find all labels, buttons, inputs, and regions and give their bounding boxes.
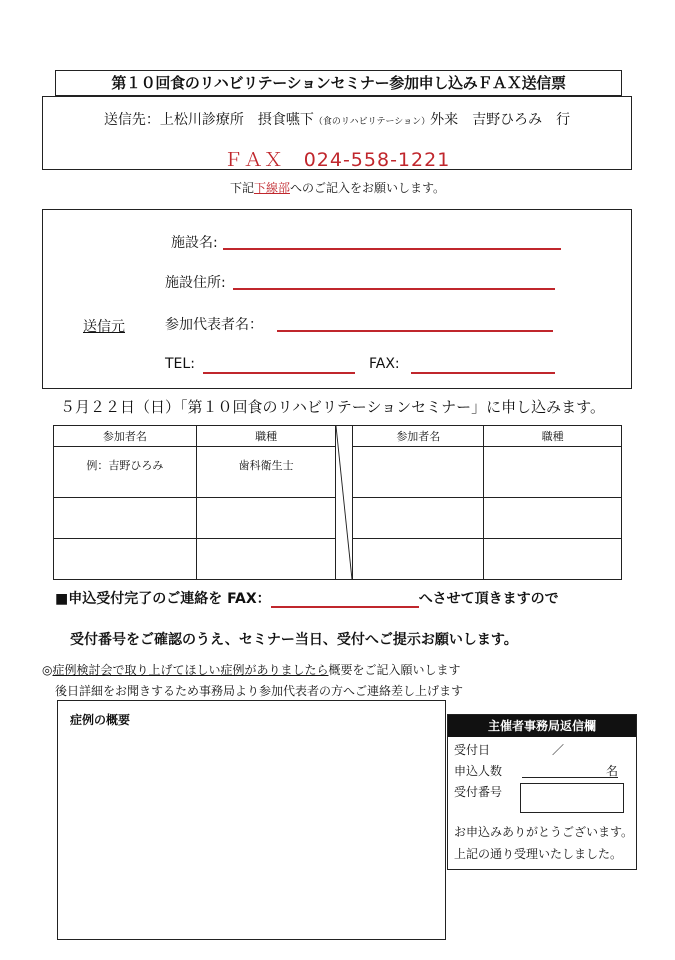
job-input[interactable]: [484, 539, 622, 580]
facility-name-label: 施設名:: [171, 235, 218, 251]
job-input[interactable]: [484, 498, 622, 539]
representative-label: 参加代表者名：: [165, 317, 263, 333]
participant-name-input[interactable]: [353, 447, 484, 498]
reception-number-label: 受付番号: [454, 785, 503, 799]
destination-fax-number: ＦＡＸ 024-558-1221: [223, 149, 451, 171]
destination-line: 送信先：上松川診療所 摂食嚥下（食のリハビリテーション）外来 吉野ひろみ 行: [103, 112, 571, 128]
tel-field[interactable]: [203, 372, 355, 374]
case-summary-box[interactable]: [57, 700, 446, 940]
instruction-note: 下記下線部へのご記入をお願いします。: [229, 181, 446, 195]
participant-name-input[interactable]: [353, 498, 484, 539]
facility-address-label: 施設住所:: [165, 275, 226, 291]
header-participant-name-2: 参加者名: [353, 426, 484, 447]
header-job-2: 職種: [484, 426, 622, 447]
applicant-count-unit: 名: [606, 764, 619, 778]
organizer-reply-box: [447, 714, 637, 870]
facility-address-field[interactable]: [233, 288, 555, 290]
applicant-count-label: 申込人数: [454, 764, 503, 778]
tel-label: TEL:: [165, 356, 195, 372]
case-summary-title: 症例の概要: [70, 713, 131, 727]
destination-box: [42, 96, 632, 170]
sender-tag: 送信元: [83, 319, 125, 335]
header-participant-name: 参加者名: [54, 426, 197, 447]
example-name-cell: 例：吉野ひろみ: [54, 447, 197, 498]
event-application-line: ５月２２日（日）「第１０回食のリハビリテーションセミナー」に申し込みます。: [60, 398, 605, 416]
fax-notice-line-2: 受付番号をご確認のうえ、セミナー当日、受付へご提示お願いします。: [70, 632, 518, 648]
fax-notice-line-1: ■申込受付完了のご連絡を FAX： へさせて頂きますので: [55, 591, 559, 607]
reply-fax-field[interactable]: [271, 592, 419, 608]
job-input[interactable]: [196, 539, 336, 580]
job-input[interactable]: [196, 498, 336, 539]
facility-name-field[interactable]: [223, 248, 561, 250]
participant-name-input[interactable]: [353, 539, 484, 580]
reception-date-separator: ／: [552, 743, 565, 757]
accepted-message: 上記の通り受理いたしました。: [454, 847, 623, 861]
representative-field[interactable]: [277, 330, 553, 332]
job-input[interactable]: [484, 447, 622, 498]
case-notice-line-1: ◎症例検討会で取り上げてほしい症例がありましたら概要をご記入願いします: [42, 663, 461, 677]
fax-label: FAX:: [369, 356, 400, 372]
example-job-cell: 歯科衛生士: [196, 447, 336, 498]
header-job: 職種: [196, 426, 336, 447]
participant-name-input[interactable]: [54, 539, 197, 580]
reception-date-label: 受付日: [454, 743, 491, 757]
reception-number-field[interactable]: [520, 783, 624, 813]
table-divider: [336, 426, 353, 580]
reply-header: 主催者事務局返信欄: [448, 715, 636, 737]
case-notice-line-2: 後日詳細をお聞きするため事務局より参加代表者の方へご連絡差し上げます: [55, 684, 464, 698]
form-title: 第１０回食のリハビリテーションセミナー参加申し込みＦＡＸ送信票: [55, 70, 622, 96]
sender-box: [42, 209, 632, 389]
participant-name-input[interactable]: [54, 498, 197, 539]
thanks-message: お申込みありがとうございます。: [454, 825, 634, 839]
participants-table: [53, 425, 622, 580]
fax-field[interactable]: [411, 372, 555, 374]
applicant-count-field[interactable]: [522, 777, 618, 778]
